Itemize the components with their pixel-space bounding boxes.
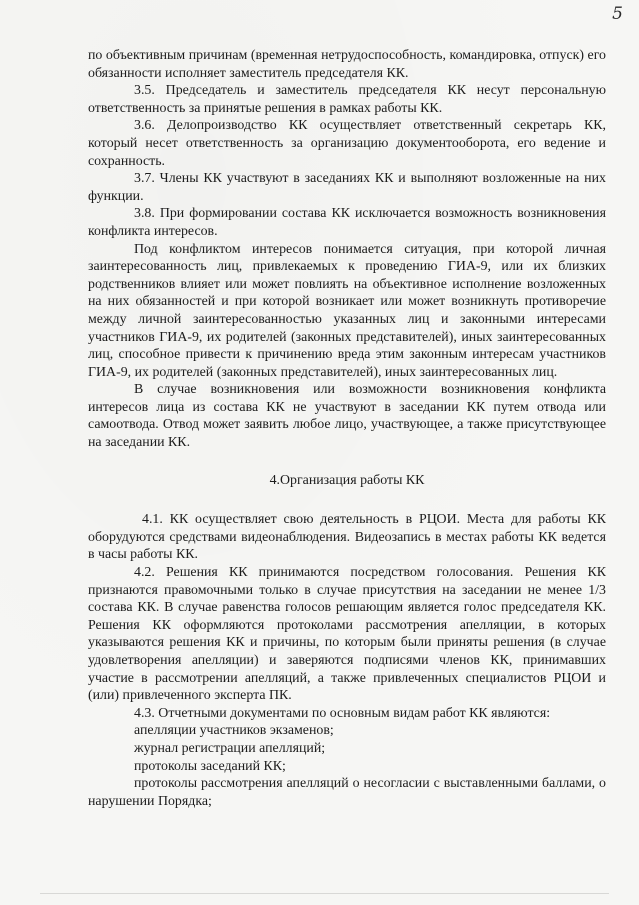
paragraph-3-8: 3.8. При формировании состава КК исключается возможность возникновения конфликта интересов.	[88, 206, 606, 239]
page-number: 5	[612, 4, 623, 24]
paragraph-3-7: 3.7. Члены КК участвуют в заседаниях КК и выполняют возложенные на них функции.	[88, 171, 606, 204]
paragraph-4-2: 4.2. Решения КК принимаются посредством голосования. Решения КК признаются правомочными только в случае присутствия на заседании не менее 1/3 состава КК. В случае равенства голосов решающим является голос председателя КК. Решения КК оформляются протоколами рассмотрения апелляции, в которых указываются решения КК и причины, по которым были приняты решения (в случае удовлетворения апелляции) и заверяются подписями членов КК, принимавших участие в рассмотрении апелляций, а также привлеченных специалистов РЦОИ и (или) привлеченного эксперта ПК.	[88, 565, 606, 704]
scan-artifact-line	[40, 893, 609, 894]
list-item: протоколы заседаний КК;	[134, 758, 286, 774]
paragraph-3-5: 3.5. Председатель и заместитель председателя КК несут персональную ответственность за принятые решения в рамках работы КК.	[88, 83, 606, 116]
paragraph-4-1: 4.1. КК осуществляет свою деятельность в РЦОИ. Места для работы КК оборудуются средствами видеонаблюдения. Видеозапись в местах работы КК ведется в часы работы КК.	[88, 512, 606, 563]
document-body	[88, 47, 606, 810]
paragraph-3-6: 3.6. Делопроизводство КК осуществляет ответственный секретарь КК, который несет ответственность за организацию документооборота, его ведение и сохранность.	[88, 118, 606, 169]
section-title: 4.Организация работы КК	[269, 472, 425, 488]
paragraph-conflict-definition: Под конфликтом интересов понимается ситуация, при которой личная заинтересованность лиц, привлекаемых к проведению ГИА-9, или их близких родственников влияет или может повлиять на объективное исполнение возложенных на них обязанностей и при которой возникает или может возникнуть противоречие между личной заинтересованностью указанных лиц и законными интересами участников ГИА-9, их родителей (законных представителей), иных заинтересованных лиц, способное привести к причинению вреда этим законным интересам участников ГИА-9, их родителей (законных представителей), иных заинтересованных лиц.	[88, 241, 606, 380]
paragraph-4-3: 4.3. Отчетными документами по основным видам работ КК являются:	[134, 705, 551, 721]
paragraph-continuation: по объективным причинам (временная нетрудоспособность, командировка, отпуск) его обязанности исполняет заместитель председателя КК.	[88, 48, 606, 81]
list-item: журнал регистрации апелляций;	[134, 740, 326, 756]
list-item: апелляции участников экзаменов;	[134, 723, 334, 739]
paragraph-conflict-case: В случае возникновения или возможности возникновения конфликта интересов лица из состава КК не участвуют в заседании КК путем отвода или самоотвода. Отвод может заявить любое лицо, участвующее, а также присутствующее на заседании КК.	[88, 382, 606, 451]
paragraph-appeal-protocols: протоколы рассмотрения апелляций о несогласии с выставленными баллами, о нарушении Порядка;	[88, 776, 606, 809]
